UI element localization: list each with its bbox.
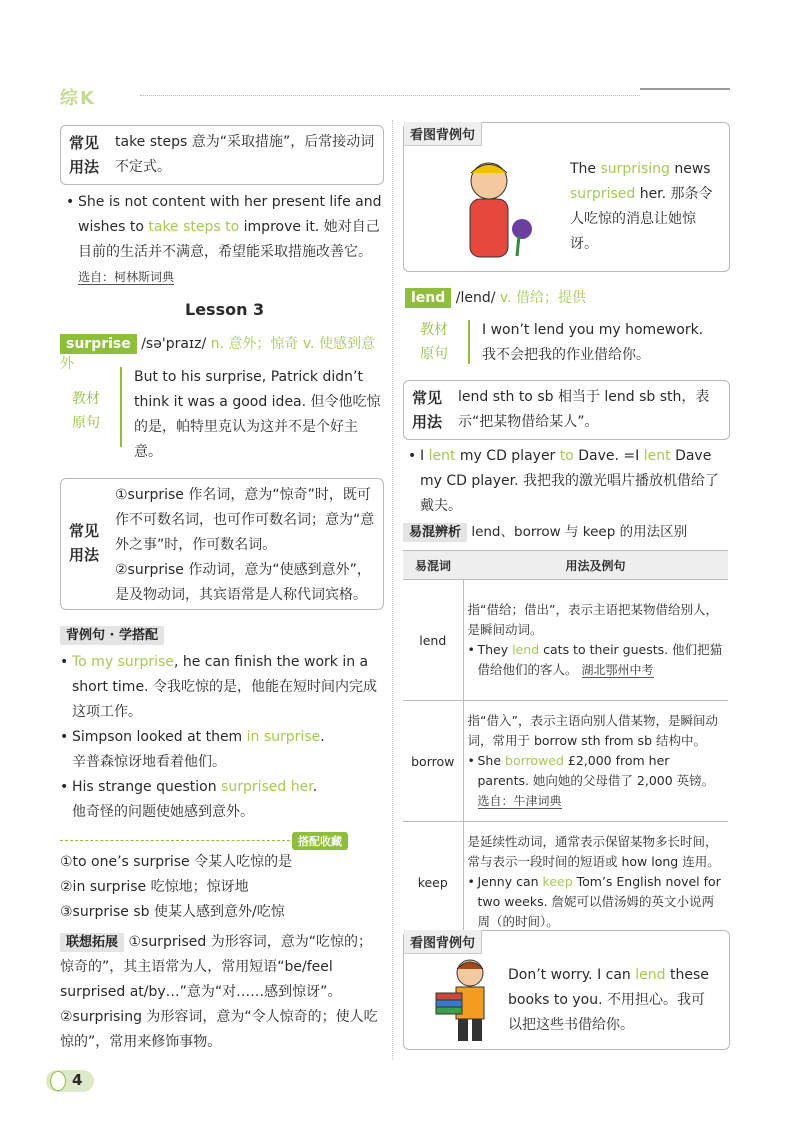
compare-table (403, 550, 728, 943)
compare-title: lend、borrow 与 keep 的用法区别 (471, 524, 688, 540)
picture-example-2 (403, 930, 730, 1050)
origin-brace (120, 367, 122, 447)
origin-tag: 教材 原句 (72, 391, 100, 431)
picture-example-text: Don’t worry. I can lend these books to you. 不用担心。我可以把这些书借给你。 (508, 967, 709, 1033)
phrase-list (60, 850, 382, 925)
table-header: 易混词 用法及例句 (403, 551, 728, 580)
picture-example-text: The surprising news surprised her. 那条令人吃惊的消息让她惊讶。 (570, 161, 713, 252)
picture-example-tag: 看图背例句 (404, 930, 482, 954)
header-rule (640, 88, 730, 90)
example-list (72, 650, 382, 825)
page-number-badge (46, 1070, 94, 1092)
usage-box-lend (403, 380, 730, 440)
balloon-icon (50, 1071, 66, 1091)
picture-example-1 (403, 122, 730, 272)
page-number: 4 (72, 1071, 83, 1089)
table-row: lend 指“借给；借出”，表示主语把某物借给别人，是瞬间动词。 • They lend cats to their guests. 他们把猫借给他们的客人。 湖北鄂州中考 (403, 580, 728, 701)
example-lend: I lent my CD player to Dave. =I lent Dave my CD player. 我把我的激光唱片播放机借给了戴夫。 (420, 448, 720, 514)
example-item: His strange question surprised her. 他奇怪的问题使她感到意外。 (72, 779, 318, 820)
word-tag: surprise (60, 334, 137, 354)
word-meaning: n. 意外；惊奇 v. 使感到意外 (60, 336, 375, 372)
usage-tag: 常见 用法 (69, 522, 100, 564)
extend-tag: 联想拓展 (60, 933, 124, 952)
word-tag: lend (405, 288, 451, 308)
section-title-examples: 背例句 · 学搭配 (60, 624, 385, 643)
phonetic: /lend/ (455, 290, 496, 306)
collect-tag: 搭配收藏 (292, 832, 348, 850)
extend-block: 联想拓展 ①surprised 为形容词，意为“吃惊的；惊奇的”，其主语常为人，常用短语“be/feel surprised at/by…”意为“对……感到惊讶”。 ②surprising 为形容词，意为“令人惊奇的；使人吃惊的”，常用来修饰事物。 (60, 934, 378, 1050)
compare-tag: 易混辨析 (403, 523, 467, 542)
origin-brace (468, 320, 470, 364)
usage-text: lend sth to sb 相当于 lend sb sth，表示“把某物借给某人”。 (458, 389, 710, 430)
word-meaning: v. 借给；提供 (499, 290, 587, 306)
origin-tag: 教材 原句 (420, 322, 448, 362)
boy-books-illustration (426, 955, 506, 1045)
phrase-item: ③surprise sb 使某人感到意外/吃惊 (60, 904, 285, 920)
origin-sentence-lend (420, 318, 730, 368)
origin-text: But to his surprise, Patrick didn’t think it was a good idea. 但令他吃惊的是，帕特里克认为这并不是个好主意。 (134, 369, 381, 460)
usage-box-take-steps (60, 125, 384, 185)
example-take-steps: She is not content with her present life and wishes to take steps to improve it. 她对自己目前的生活并不满意，希望能采取措施改善它。 选自：柯林斯词典 (78, 194, 382, 284)
usage-tag: 常见 用法 (69, 134, 100, 176)
source-note: 选自：柯林斯词典 (78, 270, 175, 284)
picture-example-tag: 看图背例句 (404, 122, 482, 146)
origin-sentence (72, 365, 384, 465)
column-divider (392, 120, 393, 1060)
collect-divider (60, 840, 290, 841)
compare-heading (403, 520, 728, 540)
usage-box-surprise (60, 478, 384, 610)
girl-swimmer-illustration (434, 151, 544, 261)
table-row: borrow 指“借入”，表示主语向别人借某物，是瞬间动词，常用于 borrow sth from sb 结构中。 • She borrowed £2,000 from her parents. 她向她的父母借了 2,000 英镑。 选自：牛津词典 (403, 701, 728, 822)
example-item: To my surprise, he can finish the work in a short time. 令我吃惊的是，他能在短时间内完成这项工作。 (72, 654, 377, 720)
example-item: Simpson looked at them in surprise. 辛普森惊讶地看着他们。 (72, 729, 325, 770)
table-row: keep 是延续性动词，通常表示保留某物多长时间，常与表示一段时间的短语或 how long 连用。 • Jenny can keep Tom’s English novel for two weeks. 詹妮可以借汤姆的英文小说两周（的时间）。 (403, 822, 728, 943)
origin-text: I won’t lend you my homework. 我不会把我的作业借给你。 (482, 322, 704, 363)
usage-tag: 常见 用法 (412, 389, 443, 431)
header-divider (140, 95, 640, 96)
phonetic: /sə'praɪz/ (141, 336, 207, 352)
phrase-item: ①to one’s surprise 令某人吃惊的是 (60, 854, 293, 870)
phrase-item: ②in surprise 吃惊地；惊讶地 (60, 879, 249, 895)
word-entry-lend (405, 287, 730, 307)
usage-text: ①surprise 作名词，意为“惊奇”时，既可作不可数名词，也可作可数名词；意为“意外之事”时，作可数名词。 ②surprise 作动词，意为“使感到意外”，是及物动词，其宾语常是人称代词宾格。 (115, 487, 375, 603)
lesson-title: Lesson 3 (185, 300, 265, 319)
series-logo: 综K (60, 88, 96, 109)
usage-text: take steps 意为“采取措施”，后常接动词不定式。 (115, 134, 375, 175)
